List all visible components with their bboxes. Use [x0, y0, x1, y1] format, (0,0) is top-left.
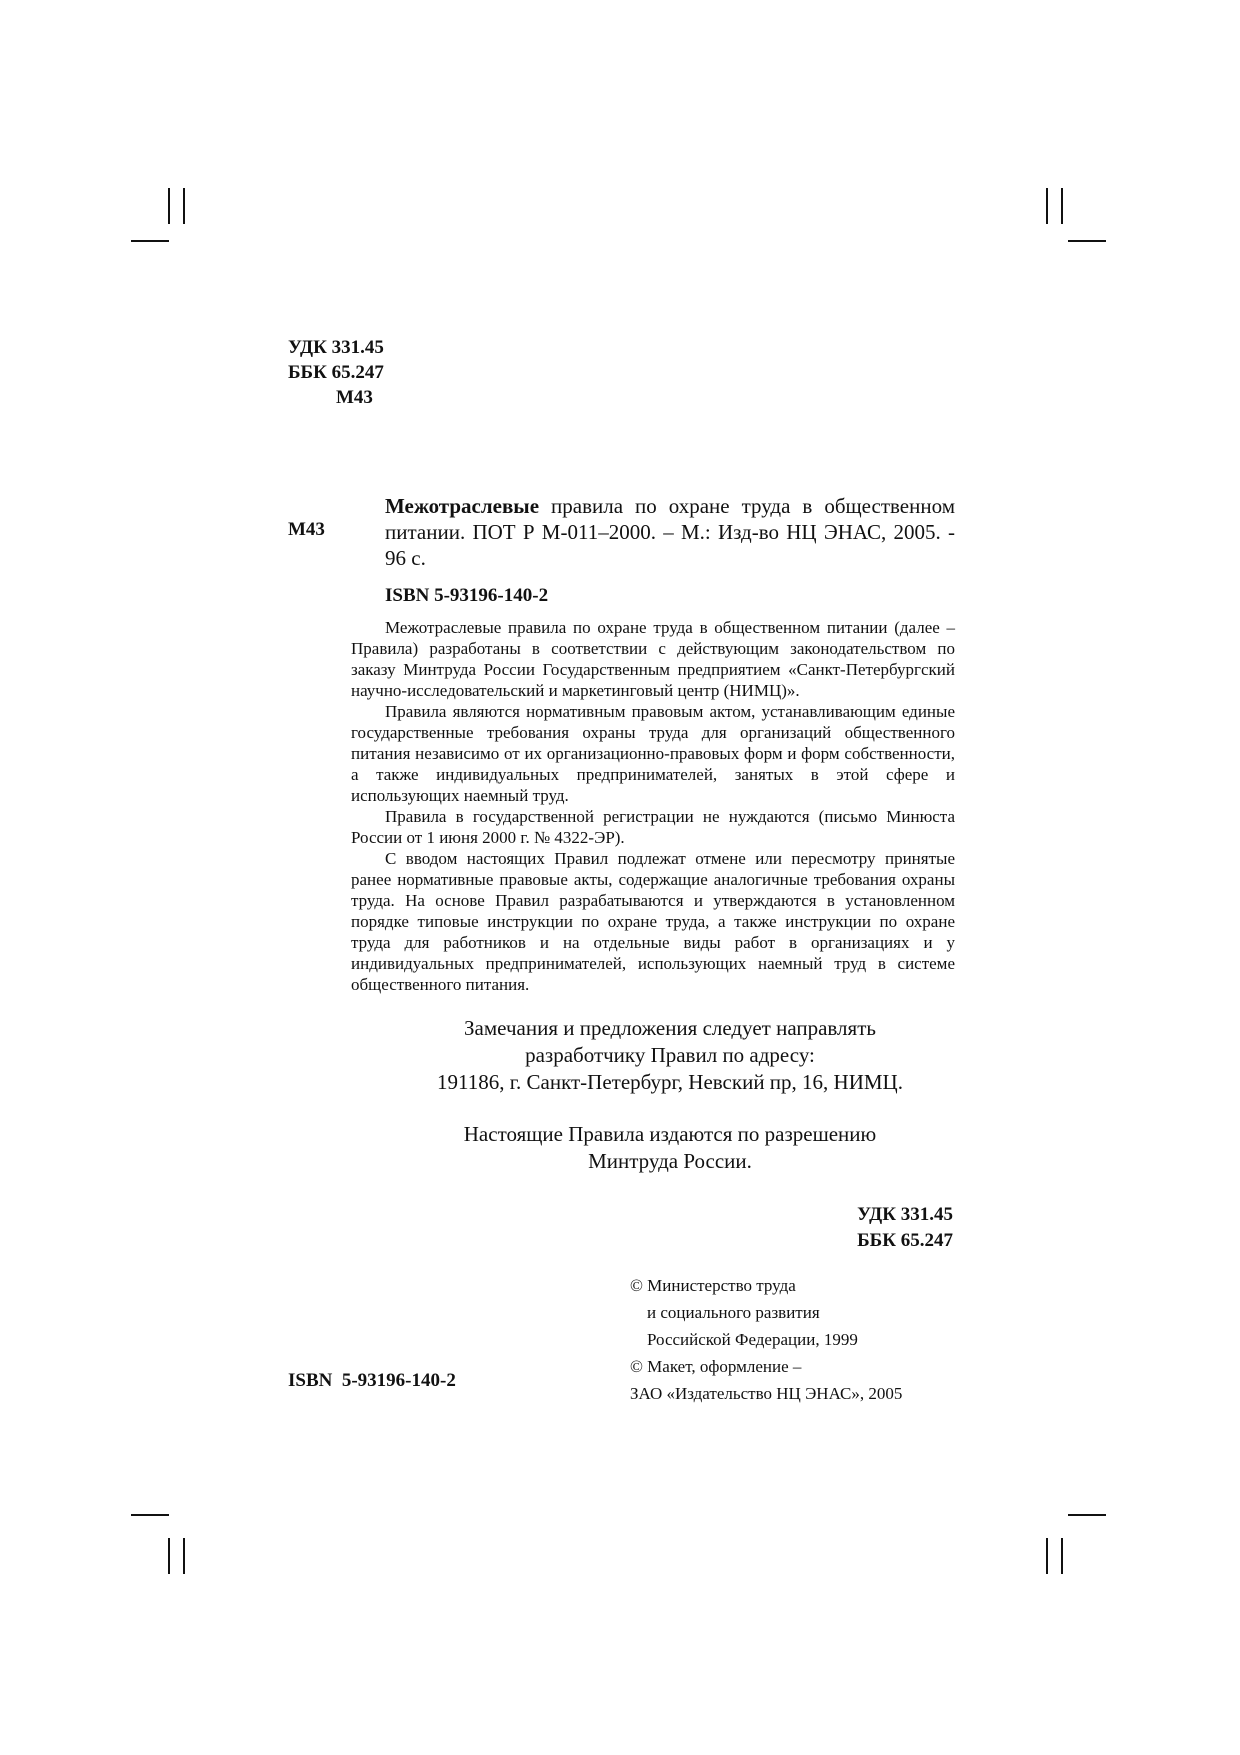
- bbk-code: ББК 65.247: [288, 362, 384, 383]
- abstract-paragraph: Межотраслевые правила по охране труда в общественном питании (далее – Правила) разработаны в соответствии с действующим законодательством по заказу Минтруда России Государственным предприятием «Санкт-Петербургский научно-исследовательский и маркетинговый центр (НИМЦ)».: [351, 618, 955, 700]
- isbn-top: ISBN 5-93196-140-2: [385, 585, 549, 606]
- crop-mark-bottom-left-v2: [183, 1538, 185, 1574]
- abstract-paragraph: Правила являются нормативным правовым актом, устанавливающим единые государственные требования охраны труда для организаций общественного питания независимо от их организационно-правовых форм и форм собственности, а также индивидуальных предпринимателей, занятых в этой сфере и использующих наемный труд.: [351, 702, 955, 805]
- crop-mark-top-left-v2: [183, 188, 185, 224]
- remarks-line: разработчику Правил по адресу:: [525, 1043, 815, 1067]
- bibliographic-description: [385, 493, 955, 571]
- udk-code-bottom: УДК 331.45: [857, 1204, 953, 1225]
- permission-line: Минтруда России.: [588, 1149, 752, 1173]
- abstract-paragraph: С вводом настоящих Правил подлежат отмене или пересмотру принятые ранее нормативные правовые акты, содержащие аналогичные требования охраны труда. На основе Правил разрабатываются и утверждаются в установленном порядке типовые инструкции по охране труда, а также инструкции по охране труда для работников и на отдельные виды работ в организациях и у индивидуальных предпринимателей, использующих наемный труд в системе общественного питания.: [351, 849, 955, 994]
- author-mark: М43: [336, 387, 373, 408]
- udk-code: УДК 331.45: [288, 337, 384, 358]
- permission-block: [385, 1121, 955, 1175]
- remarks-line: 191186, г. Санкт-Петербург, Невский пр, 16, НИМЦ.: [437, 1070, 903, 1094]
- copyright-line: Российской Федерации, 1999: [647, 1330, 858, 1349]
- abstract: [351, 617, 955, 995]
- crop-mark-bottom-left-h: [131, 1514, 169, 1516]
- bbk-code-bottom: ББК 65.247: [857, 1230, 953, 1251]
- permission-line: Настоящие Правила издаются по разрешению: [463, 1122, 877, 1146]
- crop-mark-top-left-h: [131, 240, 169, 242]
- crop-mark-top-right-v1: [1046, 188, 1048, 224]
- classification-codes: [288, 335, 384, 410]
- classification-codes-bottom: [857, 1202, 953, 1254]
- crop-mark-top-right-h: [1068, 240, 1106, 242]
- crop-mark-bottom-right-h: [1068, 1514, 1106, 1516]
- copyright-line: © Макет, оформление –: [630, 1357, 802, 1376]
- crop-mark-bottom-right-v1: [1046, 1538, 1048, 1574]
- crop-mark-top-right-v2: [1061, 188, 1063, 224]
- remarks-line: Замечания и предложения следует направлять: [464, 1016, 876, 1040]
- abstract-paragraph: Правила в государственной регистрации не нуждаются (письмо Минюста России от 1 июня 2000 г. № 4322-ЭР).: [351, 807, 955, 847]
- copyright-line: ЗАО «Издательство НЦ ЭНАС», 2005: [630, 1384, 903, 1403]
- crop-mark-bottom-left-v1: [168, 1538, 170, 1574]
- crop-mark-bottom-right-v2: [1061, 1538, 1063, 1574]
- copyright-line: © Министерство труда: [630, 1276, 796, 1295]
- crop-mark-top-left-v1: [168, 188, 170, 224]
- copyright-block: [630, 1272, 902, 1407]
- author-mark-side: М43: [288, 519, 325, 540]
- isbn-bottom: ISBN 5-93196-140-2: [288, 1370, 456, 1391]
- copyright-line: и социального развития: [647, 1303, 820, 1322]
- remarks-block: [385, 1015, 955, 1096]
- title-bold: Межотраслевые: [385, 494, 540, 518]
- description-text: правила по охране труда в общественном питании. ПОТ Р М-011–2000. – М.: Изд-во НЦ ЭНАС, 2005. - 96 с.: [385, 494, 955, 570]
